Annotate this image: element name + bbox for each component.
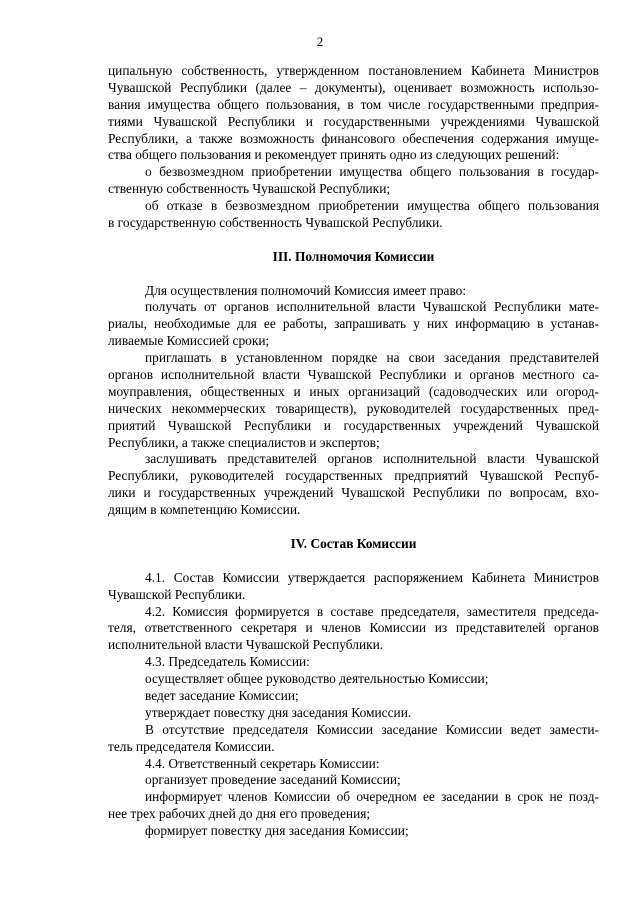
text-line: нических некоммерческих товариществ), руководителей государственных пред- bbox=[108, 400, 599, 416]
text-line: В отсутствие председателя Комиссии заседание Комиссии ведет замести- bbox=[145, 721, 599, 737]
text-line: приглашать в установленном порядке на свои заседания представителей bbox=[145, 350, 599, 366]
text-line: осуществляет общее руководство деятельностью Комиссии; bbox=[145, 671, 489, 687]
section-heading: III. Полномочия Комиссии bbox=[272, 248, 435, 264]
text-line: ципальную собственность, утвержденном постановлением Кабинета Министров bbox=[108, 63, 599, 78]
text-line: Для осуществления полномочий Комиссия имеет право: bbox=[145, 282, 467, 298]
text-line: утверждает повестку дня заседания Комиссии. bbox=[145, 704, 412, 720]
text-line: тиями Чувашской Республики и государственными учреждениями Чувашской bbox=[108, 113, 599, 129]
blank-line bbox=[108, 553, 599, 570]
blank-line bbox=[108, 232, 599, 249]
text-line: организует проведение заседаний Комиссии; bbox=[145, 772, 401, 788]
text-line: заслушивать представителей органов исполнительной власти Чувашской bbox=[145, 451, 599, 467]
text-line: тель председателя Комиссии. bbox=[108, 738, 275, 754]
text-line: приятий Чувашской Республики и государственных учреждений Чувашской bbox=[108, 417, 599, 433]
text-line: в государственную собственность Чувашской Республики. bbox=[108, 215, 443, 231]
text-line: ливаемые Комиссией сроки; bbox=[108, 333, 270, 349]
text-line: моуправления, общественных и иных организаций (садоводческих или огород- bbox=[108, 383, 599, 399]
text-line: Чувашской Республики (далее – документы), оценивает возможность использо- bbox=[108, 79, 599, 95]
text-line: дящим в компетенцию Комиссии. bbox=[108, 502, 301, 518]
text-line: информирует членов Комиссии об очередном ее заседании в срок не позд- bbox=[145, 789, 599, 805]
document-body bbox=[108, 63, 599, 840]
text-line: исполнительной власти Чувашской Республики. bbox=[108, 637, 384, 653]
blank-line bbox=[108, 266, 599, 283]
text-line: теля, ответственного секретаря и членов Комиссии из представителей органов bbox=[108, 620, 599, 636]
text-line: Республики, а также специалистов и экспертов; bbox=[108, 434, 380, 450]
text-line: 4.2. Комиссия формируется в составе председателя, заместителя председа- bbox=[145, 603, 599, 619]
text-line: Чувашской Республики. bbox=[108, 586, 246, 602]
text-line: риалы, необходимые для ее работы, запрашивать у них информацию в устанав- bbox=[108, 316, 599, 332]
text-line: органов исполнительной власти Чувашской Республики и органов местного са- bbox=[108, 367, 599, 383]
text-line: о безвозмездном приобретении имущества общего пользования в государ- bbox=[145, 164, 599, 180]
text-line: ственную собственность Чувашской Республики; bbox=[108, 181, 391, 197]
text-line: 4.1. Состав Комиссии утверждается распоряжением Кабинета Министров bbox=[145, 569, 599, 585]
text-line: формирует повестку дня заседания Комиссии; bbox=[145, 823, 409, 839]
text-line: Республики, а также возможность финансового обеспечения содержания имуще- bbox=[108, 130, 599, 146]
text-line: лики и государственных учреждений Чувашской Республики по вопросам, вхо- bbox=[108, 485, 599, 501]
blank-line bbox=[108, 519, 599, 536]
text-line: нее трех рабочих дней до дня его проведения; bbox=[108, 806, 371, 822]
text-line: ства общего пользования и рекомендует принять одно из следующих решений: bbox=[108, 147, 560, 163]
text-line: 4.4. Ответственный секретарь Комиссии: bbox=[145, 755, 380, 771]
text-line: 4.3. Председатель Комиссии: bbox=[145, 654, 310, 670]
page-number: 2 bbox=[316, 34, 324, 49]
text-line: об отказе в безвозмездном приобретении имущества общего пользования bbox=[145, 198, 599, 214]
text-line: получать от органов исполнительной власти Чувашской Республики мате- bbox=[145, 299, 599, 315]
text-line: вания имущества общего пользования, в том числе государственными предприя- bbox=[108, 96, 599, 112]
section-heading: IV. Состав Комиссии bbox=[290, 535, 417, 551]
text-line: ведет заседание Комиссии; bbox=[145, 687, 299, 703]
text-line: Республики, руководителей государственных предприятий Чувашской Респуб- bbox=[108, 468, 599, 484]
